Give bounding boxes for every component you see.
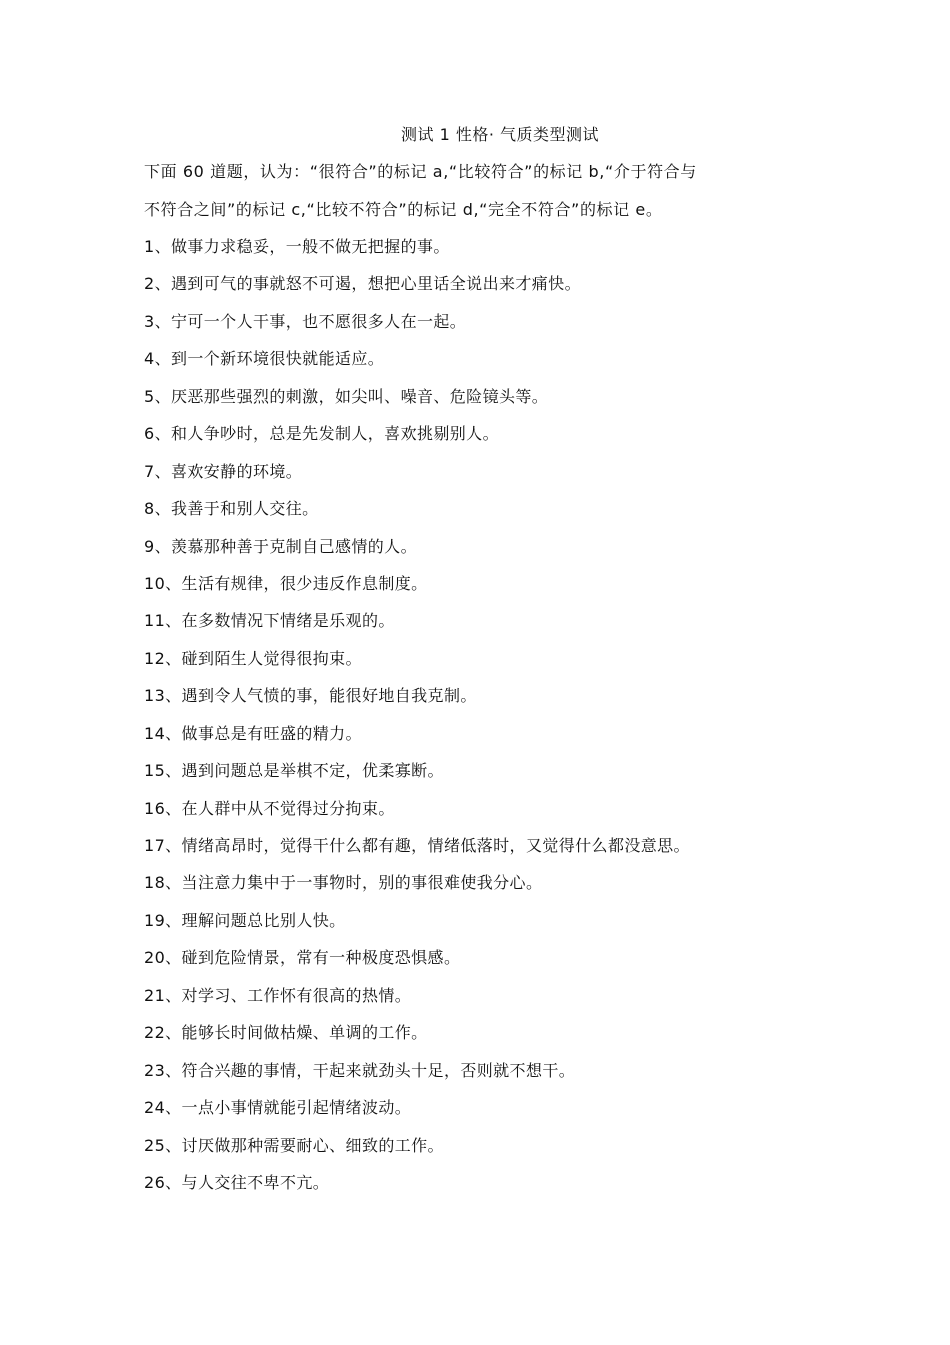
question-item: 7、喜欢安静的环境。 — [144, 461, 303, 481]
document-title: 测试 1 性格· 气质类型测试 — [400, 125, 600, 144]
question-item: 11、在多数情况下情绪是乐观的。 — [144, 611, 395, 631]
question-item: 17、情绪高昂时，觉得干什么都有趣，情绪低落时，又觉得什么都没意思。 — [144, 836, 690, 855]
question-item: 9、羡慕那种善于克制自己感情的人。 — [144, 536, 417, 556]
question-item: 4、到一个新环境很快就能适应。 — [144, 349, 385, 369]
document-title-row — [0, 124, 950, 146]
question-item: 5、厌恶那些强烈的刺激，如尖叫、噪音、危险镜头等。 — [144, 386, 549, 406]
question-item: 10、生活有规律，很少违反作息制度。 — [144, 573, 428, 593]
question-item: 1、做事力求稳妥，一般不做无把握的事。 — [144, 237, 450, 256]
question-item: 24、一点小事情就能引起情绪波动。 — [144, 1098, 412, 1118]
question-item: 20、碰到危险情景，常有一种极度恐惧感。 — [144, 948, 461, 968]
question-item: 19、理解问题总比别人快。 — [144, 910, 346, 930]
question-item: 23、符合兴趣的事情，干起来就劲头十足，否则就不想干。 — [144, 1060, 576, 1080]
intro-line-1: 下面 60 道题，认为：“很符合”的标记 a,“比较符合”的标记 b,“介于符合与 — [144, 162, 697, 181]
question-item: 2、遇到可气的事就怒不可遏，想把心里话全说出来才痛快。 — [144, 274, 581, 294]
intro-line-2: 不符合之间”的标记 c,“比较不符合”的标记 d,“完全不符合”的标记 e。 — [144, 200, 663, 219]
question-item: 15、遇到问题总是举棋不定，优柔寡断。 — [144, 761, 444, 781]
question-item: 12、碰到陌生人觉得很拘束。 — [144, 648, 362, 668]
question-item: 3、宁可一个人干事，也不愿很多人在一起。 — [144, 311, 467, 331]
question-item: 25、讨厌做那种需要耐心、细致的工作。 — [144, 1135, 444, 1155]
question-item: 8、我善于和别人交往。 — [144, 499, 319, 519]
question-item: 26、与人交往不卑不亢。 — [144, 1172, 330, 1192]
question-item: 13、遇到令人气愤的事，能很好地自我克制。 — [144, 686, 477, 706]
question-item: 14、做事总是有旺盛的精力。 — [144, 723, 362, 743]
question-item: 22、能够长时间做枯燥、单调的工作。 — [144, 1023, 428, 1043]
question-list — [144, 236, 690, 1209]
question-item: 6、和人争吵时，总是先发制人，喜欢挑剔别人。 — [144, 424, 499, 444]
question-item: 18、当注意力集中于一事物时，别的事很难使我分心。 — [144, 873, 543, 893]
question-item: 21、对学习、工作怀有很高的热情。 — [144, 985, 412, 1005]
question-item: 16、在人群中从不觉得过分拘束。 — [144, 798, 395, 818]
